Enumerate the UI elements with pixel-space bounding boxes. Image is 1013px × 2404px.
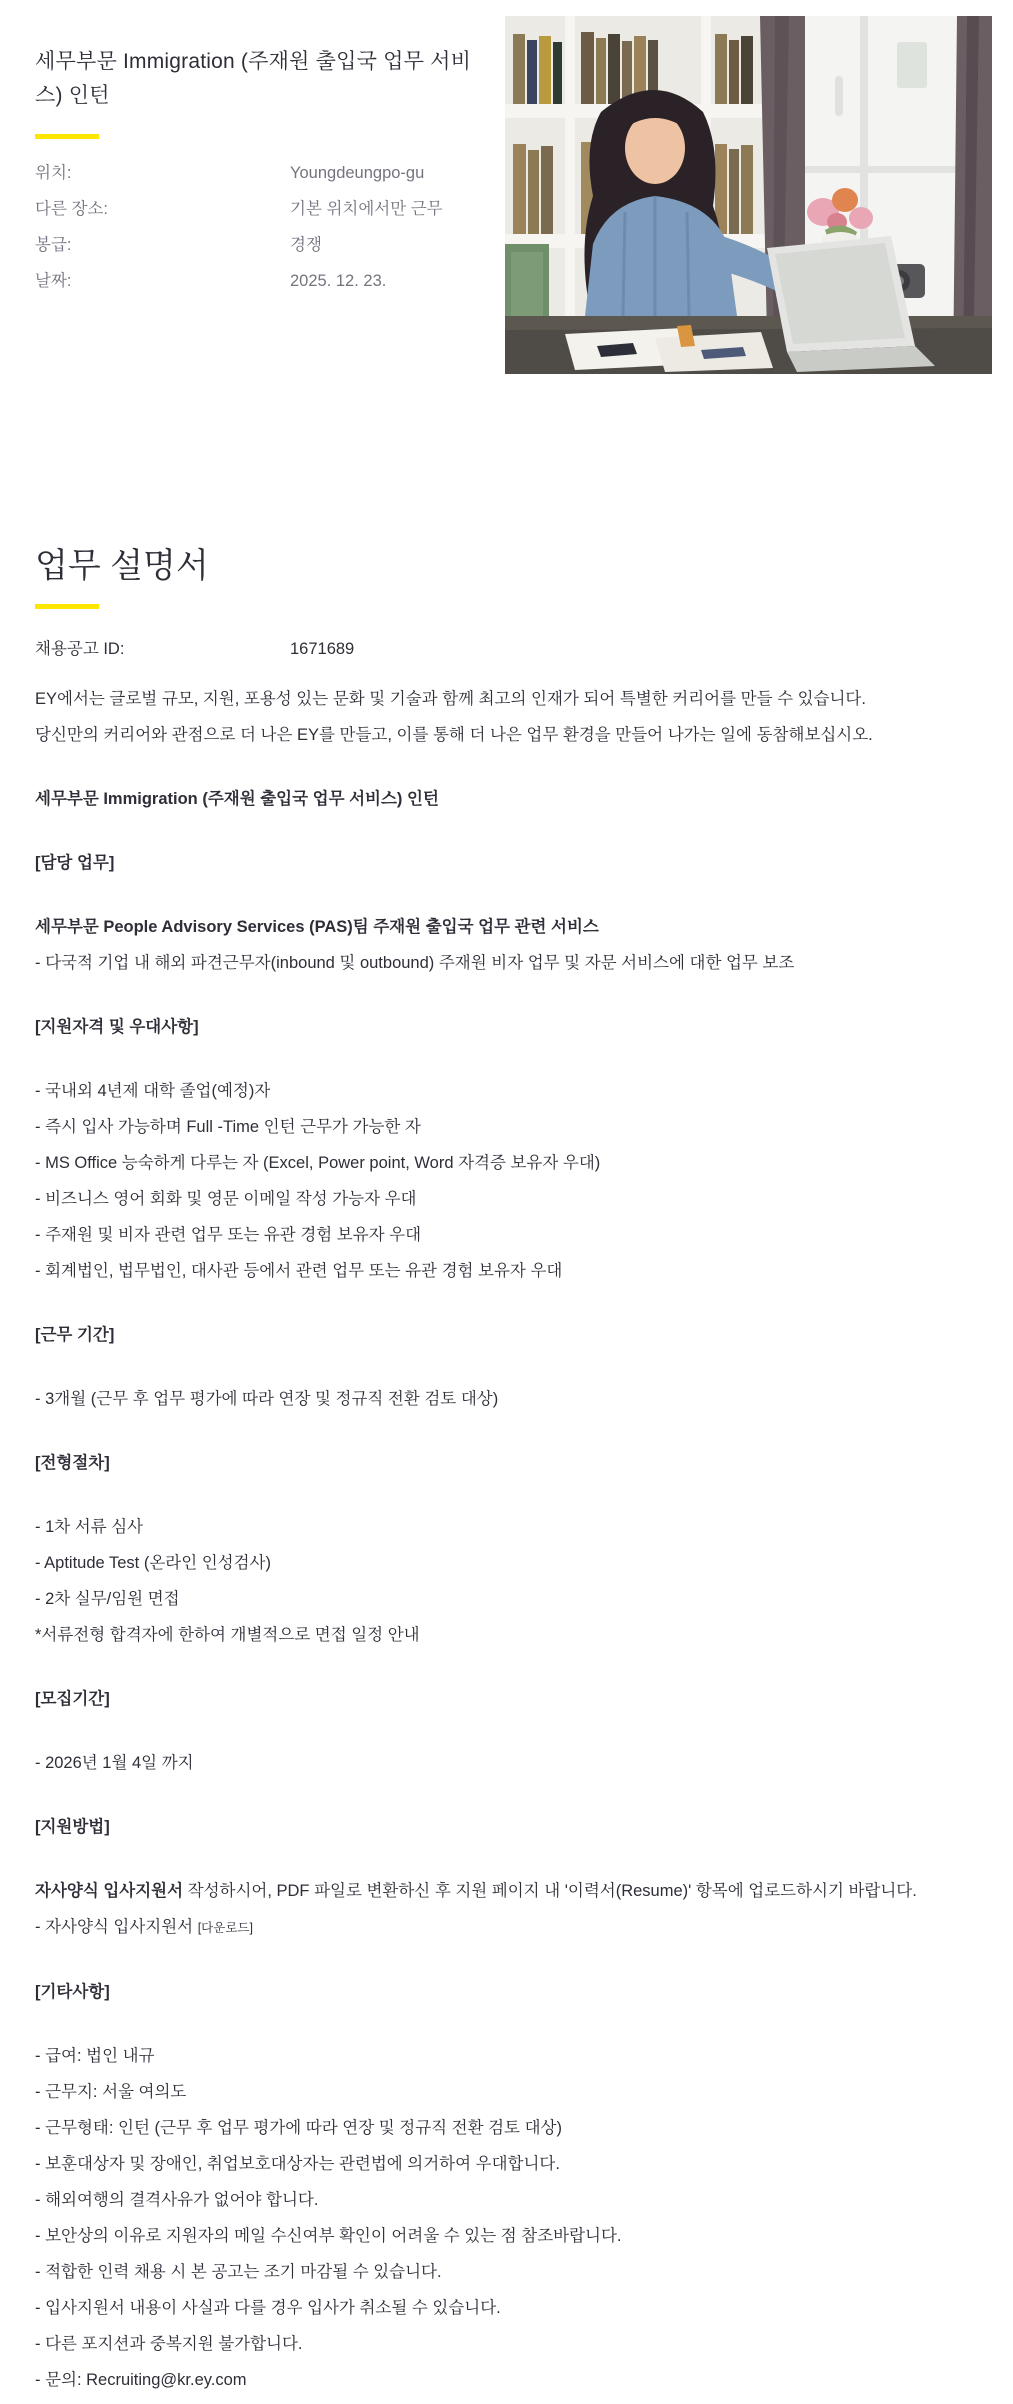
lead-rest-text: 작성하시어, PDF 파일로 변환하신 후 지원 페이지 내 '이력서(Resume)' 항목에 업로드하시기 바랍니다.	[183, 1882, 917, 1900]
blank-line	[35, 1481, 978, 1509]
description-line: - 즉시 입사 가능하며 Full -Time 인턴 근무가 가능한 자	[35, 1118, 421, 1136]
job-id-label: 채용공고 ID:	[35, 640, 125, 658]
meta-value: 경쟁	[290, 236, 322, 254]
meta-label: 날짜:	[35, 272, 72, 290]
description-line: [지원방법]	[35, 1818, 110, 1836]
job-description-section	[35, 546, 978, 2398]
description-line: - 국내외 4년제 대학 졸업(예정)자	[35, 1082, 271, 1100]
blank-line	[35, 1845, 978, 1873]
description-line: *서류전형 합격자에 한하여 개별적으로 면접 일정 안내	[35, 1626, 420, 1644]
blank-line	[35, 1946, 978, 1974]
description-line: - 적합한 인력 채용 시 본 공고는 조기 마감될 수 있습니다.	[35, 2263, 442, 2281]
description-line: - 보안상의 이유로 지원자의 메일 수신여부 확인이 어려울 수 있는 점 참조바랍니다.	[35, 2227, 622, 2245]
description-line: - 2026년 1월 4일 까지	[35, 1754, 194, 1772]
description-blocks	[35, 681, 978, 2398]
description-line: - 1차 서류 심사	[35, 1518, 144, 1536]
description-line: - MS Office 능숙하게 다루는 자 (Excel, Power point, Word 자격증 보유자 우대)	[35, 1154, 601, 1172]
office-scene-illustration	[505, 16, 992, 374]
description-line: [모집기간]	[35, 1690, 110, 1708]
job-header	[35, 0, 978, 440]
job-id-value: 1671689	[290, 640, 355, 658]
description-line: - Aptitude Test (온라인 인성검사)	[35, 1554, 271, 1572]
description-line: - 급여: 법인 내규	[35, 2047, 155, 2065]
description-line: - 다른 포지션과 중복지원 불가합니다.	[35, 2335, 303, 2353]
meta-label: 봉급:	[35, 236, 72, 254]
job-id-row	[35, 631, 978, 667]
meta-value: 기본 위치에서만 근무	[290, 200, 443, 218]
description-line: - 비즈니스 영어 회화 및 영문 이메일 작성 가능자 우대	[35, 1190, 417, 1208]
blank-line	[35, 1289, 978, 1317]
blank-line	[35, 881, 978, 909]
attachment-label: - 자사양식 입사지원서	[35, 1918, 198, 1936]
description-line: [지원자격 및 우대사항]	[35, 1018, 199, 1036]
blank-line	[35, 1717, 978, 1745]
description-line: - 근무형태: 인턴 (근무 후 업무 평가에 따라 연장 및 정규직 전환 검토 대상)	[35, 2119, 562, 2137]
description-line: [담당 업무]	[35, 854, 115, 872]
blank-line	[35, 817, 978, 845]
meta-label: 위치:	[35, 164, 72, 182]
description-line: - 주재원 및 비자 관련 업무 또는 유관 경험 보유자 우대	[35, 1226, 422, 1244]
blank-line	[35, 981, 978, 1009]
header-photo	[505, 16, 992, 374]
title-underline	[35, 134, 99, 139]
bold-lead-text: 자사양식 입사지원서	[35, 1882, 184, 1900]
description-title: 업무 설명서	[35, 547, 209, 585]
description-line: EY에서는 글로벌 규모, 지원, 포용성 있는 문화 및 기술과 함께 최고의 인재가 되어 특별한 커리어를 만들 수 있습니다.	[35, 690, 866, 708]
blank-line	[35, 1417, 978, 1445]
meta-label: 다른 장소:	[35, 200, 108, 218]
description-line: 세무부문 People Advisory Services (PAS)팀 주재원 출입국 업무 관련 서비스	[35, 918, 599, 936]
description-line: [근무 기간]	[35, 1326, 115, 1344]
blank-line	[35, 2010, 978, 2038]
blank-line	[35, 1781, 978, 1809]
blank-line	[35, 753, 978, 781]
description-line: - 2차 실무/임원 면접	[35, 1590, 180, 1608]
meta-value: Youngdeungpo-gu	[290, 164, 425, 182]
blank-line	[35, 1045, 978, 1073]
description-line: - 다국적 기업 내 해외 파견근무자(inbound 및 outbound) 주재원 비자 업무 및 자문 서비스에 대한 업무 보조	[35, 954, 795, 972]
description-line: - 문의: Recruiting@kr.ey.com	[35, 2371, 247, 2389]
description-line: 당신만의 커리어와 관점으로 더 나은 EY를 만들고, 이를 통해 더 나은 업무 환경을 만들어 나가는 일에 동참해보십시오.	[35, 726, 873, 744]
description-line: - 회계법인, 법무법인, 대사관 등에서 관련 업무 또는 유관 경험 보유자 우대	[35, 1262, 563, 1280]
description-line: - 보훈대상자 및 장애인, 취업보호대상자는 관련법에 의거하여 우대합니다.	[35, 2155, 560, 2173]
description-line: - 3개월 (근무 후 업무 평가에 따라 연장 및 정규직 전환 검토 대상)	[35, 1390, 499, 1408]
blank-line	[35, 1653, 978, 1681]
description-line	[35, 1873, 978, 1909]
description-line: - 해외여행의 결격사유가 없어야 합니다.	[35, 2191, 319, 2209]
meta-value: 2025. 12. 23.	[290, 272, 387, 290]
page-title: 세무부문 Immigration (주재원 출입국 업무 서비스) 인턴	[35, 50, 472, 107]
description-underline	[35, 604, 99, 609]
description-line: [전형절차]	[35, 1454, 110, 1472]
download-link[interactable]: [다운로드]	[197, 1921, 253, 1935]
blank-line	[35, 1353, 978, 1381]
description-line	[35, 1909, 978, 1946]
description-line: - 근무지: 서울 여의도	[35, 2083, 187, 2101]
description-line: [기타사항]	[35, 1983, 110, 2001]
description-line: - 입사지원서 내용이 사실과 다를 경우 입사가 취소될 수 있습니다.	[35, 2299, 501, 2317]
description-line: 세무부문 Immigration (주재원 출입국 업무 서비스) 인턴	[35, 790, 439, 808]
